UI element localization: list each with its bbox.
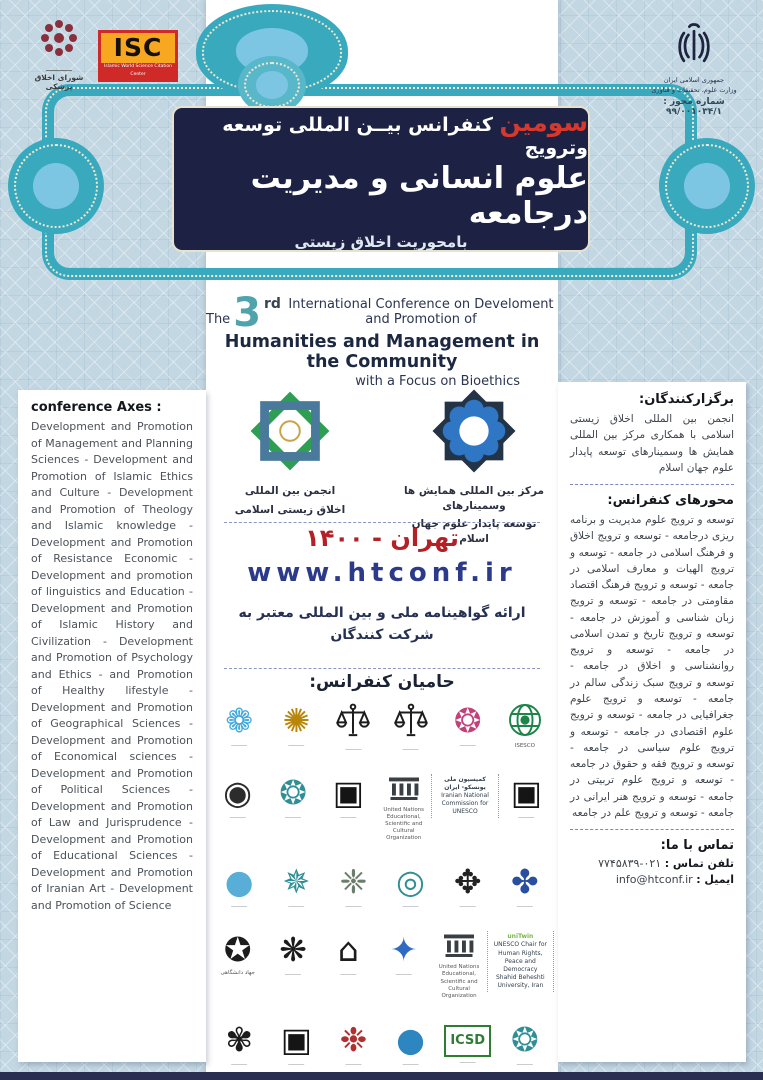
sponsor-caption	[265, 813, 320, 821]
sponsor-caption	[376, 970, 431, 978]
blue-circle-logo-icon: ●	[224, 862, 254, 902]
justice-scales-logo	[383, 702, 439, 753]
qom-university-of-technology-logo-icon: ✤	[511, 862, 539, 902]
english-title-block	[206, 290, 558, 389]
unesco-logo	[431, 931, 486, 1000]
globe-icon	[507, 702, 543, 738]
sponsor-caption	[383, 1060, 439, 1068]
calligraphy-squiggle: ـــــــــــ	[46, 64, 72, 73]
sponsor-caption: جهاد دانشگاهی	[220, 970, 255, 977]
sponsor-caption	[268, 741, 324, 749]
sponsor-caption	[383, 745, 439, 753]
isc-subtitle: Islamic World Science Citation Center	[101, 63, 175, 79]
tulip-emblem-logo-icon: ✾	[225, 1019, 253, 1059]
gold-star-logo	[268, 702, 324, 749]
sponsor-caption	[321, 970, 376, 978]
organizer2-caption-line2: توسعه پایدار علوم جهان اسلام	[411, 518, 537, 546]
teal-rosette-logo	[497, 1021, 553, 1068]
medical-ethics-council-logo	[20, 14, 98, 91]
humanities-research-institute-logo	[265, 931, 320, 978]
email-label: ایمیل :	[696, 873, 734, 887]
certificate-note	[206, 602, 558, 647]
compass-rosette-logo-icon: ✵	[282, 862, 311, 902]
blue-flower-logo-icon: ❁	[225, 701, 253, 740]
conference-axes-panel	[18, 390, 206, 1062]
iran-emblem-line1: جمهوری اسلامی ایران	[663, 76, 725, 84]
sponsors-row	[210, 774, 554, 843]
english-title-subtitle: with a Focus on Bioethics	[355, 374, 520, 389]
shahid-beheshti-university-logo-icon: ▣	[332, 772, 364, 812]
gold-star-logo-icon: ✺	[282, 701, 311, 740]
unesco-temple-icon	[386, 774, 422, 802]
red-blue-roundel-logo	[440, 702, 496, 749]
arch-emblem-logo-icon: ⌂	[337, 930, 359, 970]
sponsor-caption	[321, 813, 376, 821]
email-line	[570, 873, 734, 886]
website-url[interactable]: www.htconf.ir	[247, 558, 517, 588]
scales-icon	[394, 702, 428, 740]
sponsor-text-line: UNESCO Chair for Human Rights, Peace and Democracy	[493, 941, 547, 973]
icsd-logo	[440, 1021, 496, 1066]
council-caption: شورای اخلاق پزشکی	[34, 73, 84, 91]
sustainable-development-center-icon	[429, 386, 519, 476]
sponsor-caption	[497, 1060, 553, 1068]
english-title-main: Humanities and Management in the Community	[224, 332, 540, 372]
blue-flower-logo	[211, 702, 267, 749]
sponsor-caption	[440, 902, 496, 910]
teal-seal-logo-icon: ◎	[396, 862, 425, 902]
scientific-info-center-logo-icon: ●	[396, 1019, 425, 1059]
medical-ethics-research-center-logo-icon: ❂	[279, 772, 307, 812]
persian-title-line1-rest: کنفرانس بیــن المللی توسعه وترویج	[222, 113, 588, 159]
shahid-beheshti-university-logo-icon: ▣	[510, 772, 542, 812]
sponsor-caption	[440, 1058, 496, 1066]
organizer1-caption-line2: اخلاق زیستی اسلامی	[234, 503, 346, 516]
persian-title-line1	[174, 108, 588, 159]
certificate-note-line1: ارائه گواهینامه ملی و بین المللی معتبر به	[238, 605, 526, 621]
compass-rosette-logo	[268, 863, 324, 910]
scientific-info-center-logo	[383, 1021, 439, 1068]
organizers-body: انجمن بین المللی اخلاق زیستی اسلامی با همکاری مرکز بین المللی همایش ها وسمینارهای توسعه پایدار علوم جهان اسلام	[570, 413, 734, 474]
sponsor-caption	[211, 1060, 267, 1068]
sponsor-text-line: Shahid Beheshti University, Iran	[495, 973, 545, 989]
sponsor-label-box: ICSD	[444, 1025, 491, 1057]
divider	[570, 829, 734, 830]
sponsor-caption	[325, 745, 381, 753]
sponsor-caption	[265, 970, 320, 978]
sponsor-caption: United Nations Educational, Scientific and Cultural Organization	[383, 806, 425, 842]
unesco-national-commission-label	[431, 774, 498, 818]
justice-scales-logo	[325, 702, 381, 753]
certificate-note-line2: شرکت کنندگان	[330, 627, 434, 644]
qom-university-of-technology-logo	[497, 863, 553, 910]
phone-label: تلفن تماس :	[664, 857, 734, 871]
sponsor-caption	[497, 902, 553, 910]
jahad-daneshgahi-logo	[210, 931, 265, 977]
black-square-logo	[268, 1021, 324, 1068]
license-number: شماره مجوز : ۹۹/۰۰۱۰۳۴/۱	[663, 97, 725, 117]
sponsor-caption	[268, 1060, 324, 1068]
green-red-emblem-logo-icon: ❉	[339, 1019, 368, 1059]
iran-emblem-icon	[676, 22, 712, 70]
sponsor-caption	[440, 741, 496, 749]
ministry-line: وزارت علوم، تحقیقات و فناوری	[651, 86, 737, 94]
persian-title-third-word: سومین	[499, 107, 588, 137]
bottom-bar	[0, 1072, 763, 1080]
red-blue-roundel-logo-icon: ❂	[453, 701, 482, 740]
isc-label: ISC	[113, 33, 163, 62]
black-square-logo-icon: ▣	[280, 1019, 312, 1059]
sponsor-caption	[210, 813, 265, 821]
divider	[570, 484, 734, 485]
sponsors-row	[210, 702, 554, 753]
isc-logo	[98, 30, 178, 82]
sponsor-caption	[325, 902, 381, 910]
scales-icon	[336, 702, 370, 740]
human-rights-commission-logo-icon: ◉	[223, 772, 253, 812]
contact-heading: تماس با ما:	[660, 838, 734, 854]
title-the: The	[206, 312, 231, 327]
isesco-logo	[497, 702, 553, 750]
human-rights-commission-logo	[210, 774, 265, 821]
english-title-line1	[206, 290, 558, 336]
sponsors-grid	[210, 702, 554, 1068]
persian-title-box	[172, 106, 590, 252]
unesco-temple-icon	[441, 931, 477, 959]
divider	[224, 522, 541, 523]
sponsor-caption	[325, 1060, 381, 1068]
sponsor-caption	[268, 902, 324, 910]
teal-seal-logo	[383, 863, 439, 910]
organizers-heading: برگزارکنندگان:	[639, 392, 734, 407]
email-address[interactable]: info@htconf.ir	[615, 873, 693, 887]
city-year: تهران - ۱۴۰۰	[305, 524, 459, 552]
iran-emblem-block	[639, 22, 749, 117]
persian-title-line2: علوم انسانی و مدیریت درجامعه	[250, 160, 588, 231]
unesco-logo	[376, 774, 431, 843]
phone-line	[570, 857, 734, 870]
blue-circle-logo	[211, 863, 267, 910]
sponsors-row	[210, 931, 554, 1000]
islamic-bioethics-association-icon	[245, 386, 335, 476]
shahid-beheshti-university-logo	[321, 774, 376, 821]
calligraphy-wreath-logo	[325, 863, 381, 910]
black-emblem-logo-icon: ✥	[453, 862, 482, 902]
sponsors-heading: حامیان کنفرانس:	[309, 672, 455, 692]
divider	[224, 668, 541, 669]
humanities-research-institute-logo-icon: ❋	[279, 930, 307, 970]
black-emblem-logo	[440, 863, 496, 910]
sponsor-text-line: کمیسیون ملی یونسکو- ایران	[444, 775, 486, 792]
phone-number[interactable]: ۰۲۱-۷۷۴۵۸۳۹	[598, 857, 662, 871]
sponsor-caption	[383, 902, 439, 910]
persian-title-line3: بامحوریت اخلاق زیستی	[294, 232, 468, 251]
shahid-beheshti-university-logo	[499, 774, 554, 821]
title-ordinal: rd	[264, 296, 281, 312]
flower-rosette-icon	[35, 14, 83, 62]
axes-body-en: Development and Promotion of Management and Planning Sciences - Development and Promotion of Islamic Ethics and Culture - Development and Promotion of Theology and Islamic knowledge - Development and Promotion of Resistance Economic - Development and promotion of linguistics and Education - Development and Promotion of Islamic History and Civilization - Development and Promotion of Psychology and Ethics - and Promotion of Healthy lifestyle - Development and Promotion of Geographical Sciences - Development and Promotion of Economical sciences - Development and Promotion of Political Sciences - Development and Promotion of Law and Jurisprudence - Development and Promotion of Educational Sciences - Development and Promotion of Iranian Art - Development and Promotion of Science	[31, 420, 193, 912]
islamic-azad-university-logo	[376, 931, 431, 978]
medical-ethics-research-center-logo	[265, 774, 320, 821]
green-red-emblem-logo	[325, 1021, 381, 1068]
sponsors-row	[210, 863, 554, 910]
sponsors-row	[210, 1021, 554, 1068]
persian-info-panel	[558, 382, 746, 1062]
jahad-daneshgahi-logo-icon: ✪	[223, 930, 252, 970]
sponsor-caption	[211, 741, 267, 749]
sponsor-text-line: Iranian National Commission for UNESCO	[441, 792, 489, 816]
sponsor-caption: ISESCO	[514, 743, 535, 749]
sponsor-text-line: uniTwin	[507, 933, 534, 941]
unesco-chair-label	[487, 931, 554, 992]
tulip-emblem-logo	[211, 1021, 267, 1068]
teal-rosette-logo-icon: ❂	[511, 1019, 539, 1059]
title-number-3: 3	[233, 290, 262, 336]
axes-heading-fa: محورهای کنفرانس:	[607, 493, 734, 509]
ornament-right-medallion	[659, 138, 755, 234]
sponsor-caption: United Nations Educational, Scientific and Cultural Organization	[438, 964, 480, 999]
axes-heading-en: conference Axes :	[31, 400, 162, 415]
arch-emblem-logo	[321, 931, 376, 978]
ornament-left-medallion	[8, 138, 104, 234]
islamic-azad-university-logo-icon: ✦	[389, 930, 418, 970]
axes-body-fa: توسعه و ترویج علوم مدیریت و برنامه ریزی درجامعه - توسعه و ترویج اخلاق و فرهنگ اسلامی در جامعه - توسعه و ترویج الهیات و معارف اسلامی در جامعه - توسعه و ترویج فرهنگ اقتصاد مقاومتی در جامعه - توسعه و ترویج زبان شناسی و آموزش در جامعه - توسعه و ترویج تاریخ و تمدن اسلامی در جامعه - توسعه و ترویج روانشناسی و اخلاق در جامعه - توسعه و ترویج سبک زندگی سالم در جامعه - توسعه و ترویج علوم جغرافیایی در جامعه - توسعه و ترویج علوم اقتصادی در جامعه - توسعه و ترویج علوم سیاسی در جامعه - توسعه و ترویج فقه و حقوق در جامعه - توسعه و ترویج علوم تربیتی در جامعه - توسعه و ترویج هنر ایرانی در جامعه - توسعه و ترویج علم در جامعه	[570, 514, 734, 819]
calligraphy-wreath-logo-icon: ❈	[339, 862, 368, 902]
sponsor-caption	[211, 902, 267, 910]
sponsor-caption	[499, 813, 554, 821]
organizer2-caption-line1: مرکز بین المللی همایش ها وسمینارهای	[403, 485, 545, 512]
title-line1-text: International Conference on Develoment and Promotion of	[288, 297, 554, 327]
organizer1-caption-line1: انجمن بین المللی	[244, 485, 336, 497]
